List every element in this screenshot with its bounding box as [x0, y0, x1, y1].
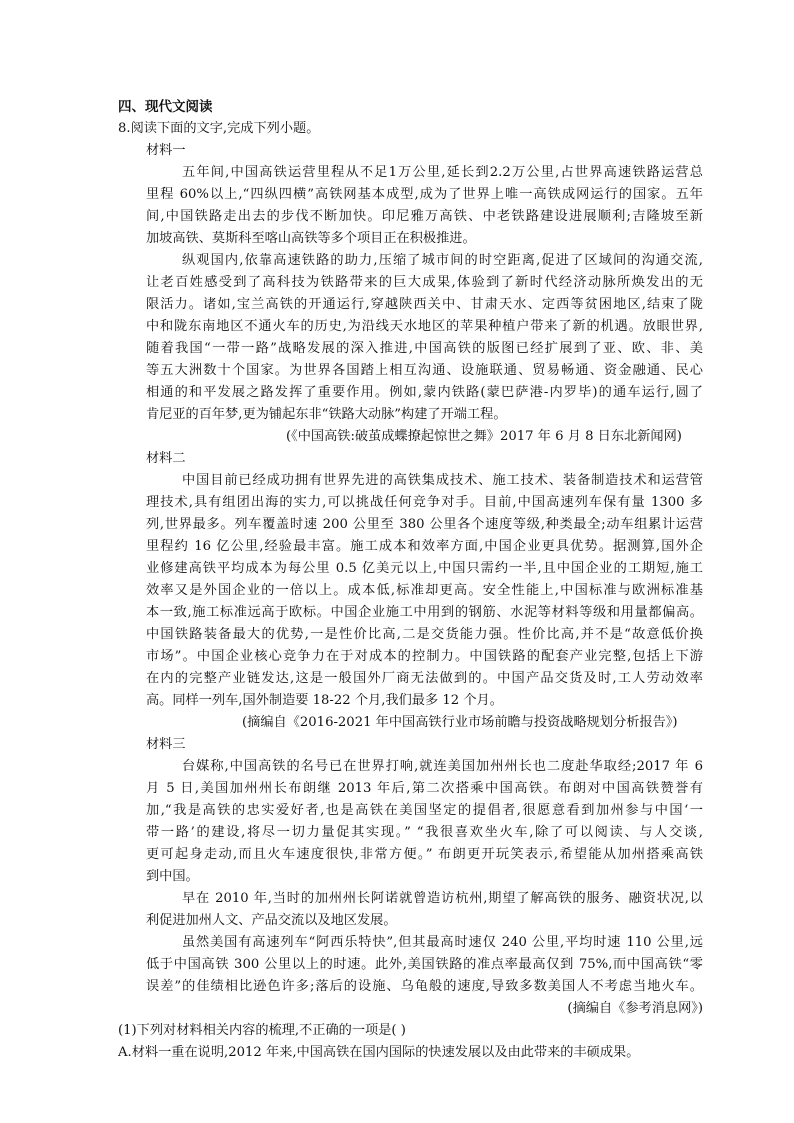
material3-line: 更可起身走动,而且火车速度很快,非常方便。” 布朗更开玩笑表示,希望能从加州搭乘高铁 [146, 847, 703, 862]
material2-line: 列,世界最多。列车覆盖时速 200 公里至 380 公里各个速度等级,种类最全;动车组累计运营 [146, 517, 703, 532]
material1-line: 纵观国内,依靠高速铁路的助力,压缩了城市间的时空距离,促进了区域间的沟通交流, [182, 253, 703, 268]
material2-line: 效率又是外国企业的一倍以上。成本低,标准却更高。安全性能上,中国标准与欧洲标准基 [146, 583, 703, 598]
material2-line: 里程约 16 亿公里,经验最丰富。施工成本和效率方面,中国企业更具优势。据测算,国外企 [146, 539, 703, 554]
material2-line: 中国目前已经成功拥有世界先进的高铁集成技术、施工技术、装备制造技术和运营管 [182, 473, 703, 488]
material3-line: 误差”的佳绩相比逊色许多;落后的设施、乌龟般的速度,导致多数美国人不考虑当地火车。 [146, 979, 703, 994]
material2-source: (摘编自《2016-2021 年中国高铁行业市场前瞻与投资战略规划分析报告》) [242, 715, 678, 730]
material1-line: 里程 60%以上,“四纵四横”高铁网基本成型,成为了世界上唯一高铁成网运行的国家。五年 [146, 187, 703, 202]
material2-line: 市场”。中国企业核心竞争力在于对成本的控制力。中国铁路的配套产业完整,包括上下游 [146, 649, 703, 664]
material1-line: 五年间,中国高铁运营里程从不足1万公里,延长到2.2万公里,占世界高速铁路运营总 [182, 165, 703, 180]
material3-line: 加,“我是高铁的忠实爱好者,也是高铁在美国坚定的提倡者,很愿意看到加州参与中国‘一 [146, 803, 703, 818]
material1-line: 让老百姓感受到了高科技为铁路带来的巨大成果,体验到了新时代经济动脉所焕发出的无 [146, 275, 703, 290]
material2-line: 在内的完整产业链发达,这是一般国外厂商无法做到的。中国产品交货及时,工人劳动效率 [146, 671, 703, 686]
material2-line: 高。同样一列车,国外制造要 18-22 个月,我们最多 12 个月。 [146, 693, 503, 708]
material2-line: 本一致,施工标准远高于欧标。中国企业施工中用到的钢筋、水泥等材料等级和用量都偏高。 [146, 605, 703, 620]
material3-line: 虽然美国有高速列车“阿西乐特快”,但其最高时速仅 240 公里,平均时速 110 公里,远 [182, 935, 703, 950]
material1-label: 材料一 [146, 143, 186, 158]
document-page [118, 96, 703, 1064]
material1-line: 肯尼亚的百年梦,更为铺起东非“铁路大动脉”构建了开端工程。 [146, 407, 507, 422]
question1-stem: (1)下列对材料相关内容的梳理,不正确的一项是( ) [118, 1023, 406, 1038]
question1-option-a: A.材料一重在说明,2012 年来,中国高铁在国内国际的快速发展以及由此带来的丰硕成果。 [118, 1045, 640, 1060]
material3-line: 低于中国高铁 300 公里以上的时速。此外,美国铁路的准点率最高仅到 75%,而中国高铁“零 [146, 957, 703, 972]
material1-line: 等五大洲数十个国家。为世界各国踏上相互沟通、设施联通、贸易畅通、资金融通、民心 [146, 363, 703, 378]
material1-line: 加坡高铁、莫斯科至喀山高铁等多个项目正在积极推进。 [146, 231, 476, 246]
material1-line: 中和陇东南地区不通火车的历史,为沿线天水地区的苹果种植户带来了新的机遇。放眼世界, [146, 319, 703, 334]
material3-line: 月 5 日,美国加州州长布朗继 2013 年后,第二次搭乘中国高铁。布朗对中国高铁赞誉有 [146, 781, 703, 796]
material3-line: 早在 2010 年,当时的加州州长阿诺就曾造访杭州,期望了解高铁的服务、融资状况,以 [182, 891, 703, 906]
material2-line: 业修建高铁平均成本为每公里 0.5 亿美元以上,中国只需约一半,且中国企业的工期短,施工 [146, 561, 703, 576]
material1-line: 间,中国铁路走出去的步伐不断加快。印尼雅万高铁、中老铁路建设进展顺利;吉隆坡至新 [146, 209, 703, 224]
material3-label: 材料三 [146, 737, 186, 752]
material2-line: 中国铁路装备最大的优势,一是性价比高,二是交货能力强。性价比高,并不是“故意低价换 [146, 627, 703, 642]
material1-source: (《中国高铁:破茧成蝶撩起惊世之舞》2017 年 6 月 8 日东北新闻网) [286, 429, 682, 444]
material3-line: 带一路’的建设,将尽一切力量促其实现。” “我很喜欢坐火车,除了可以阅读、与人交谈, [146, 825, 703, 840]
material1-line: 相通的和平发展之路发挥了重要作用。例如,蒙内铁路(蒙巴萨港-内罗毕)的通车运行,圆了 [146, 385, 703, 400]
material2-label: 材料二 [146, 451, 186, 466]
material3-line: 到中国。 [146, 869, 199, 884]
material2-line: 理技术,具有组团出海的实力,可以挑战任何竞争对手。目前,中国高速列车保有量 1300 多 [146, 495, 703, 510]
material1-line: 限活力。诸如,宝兰高铁的开通运行,穿越陕西关中、甘肃天水、定西等贫困地区,结束了陇 [146, 297, 703, 312]
section-title: 四、现代文阅读 [118, 99, 213, 115]
material3-line: 利促进加州人文、产品交流以及地区发展。 [146, 913, 397, 928]
material3-source: (摘编自《参考消息网》) [567, 1001, 703, 1016]
material1-line: 随着我国“一带一路”战略发展的深入推进,中国高铁的版图已经扩展到了亚、欧、非、美 [146, 341, 703, 356]
question-stem: 8.阅读下面的文字,完成下列小题。 [118, 121, 320, 136]
material3-line: 台媒称,中国高铁的名号已在世界打响,就连美国加州州长也二度赴华取经;2017 年 6 [182, 759, 703, 774]
